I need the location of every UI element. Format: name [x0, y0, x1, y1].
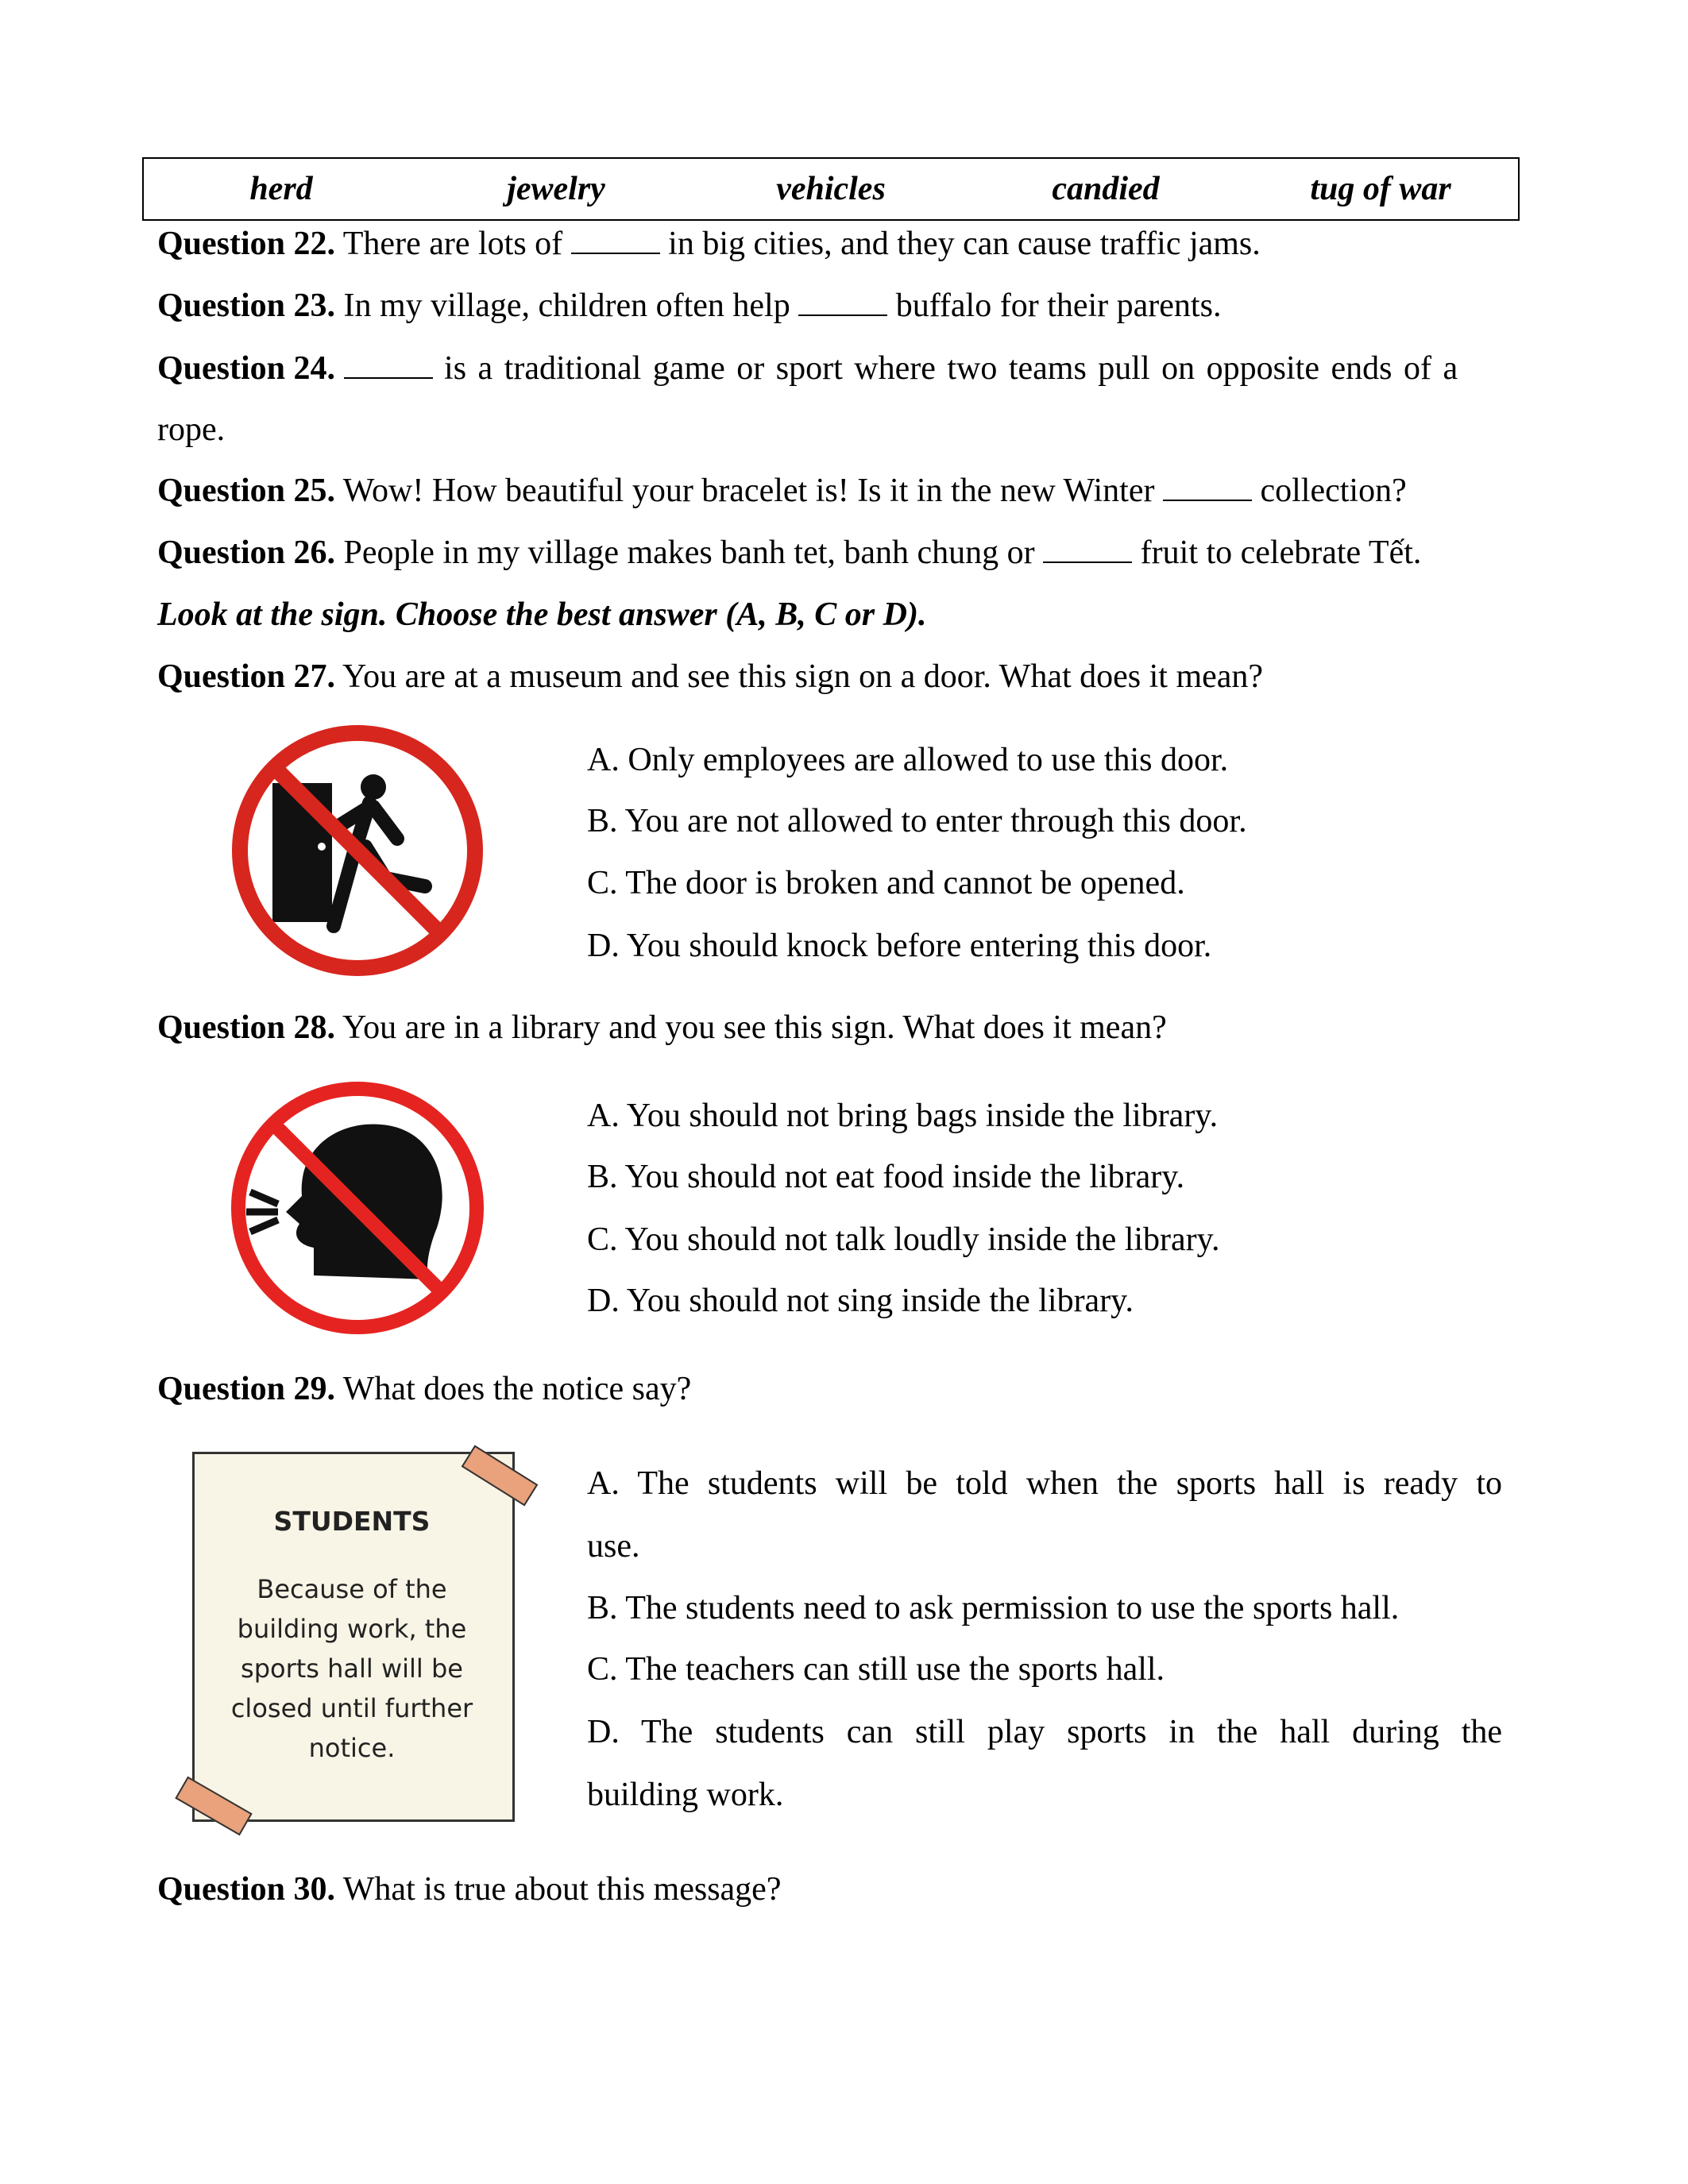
- q29-option-d-continued[interactable]: building work.: [587, 1777, 784, 1813]
- no-entry-door-sign-icon: [226, 720, 489, 982]
- question-25: Question 25. Wow! How beautiful your bracelet is! Is it in the new Winter collection?: [157, 473, 1407, 509]
- notice-title: STUDENTS: [273, 1506, 431, 1537]
- question-28: Question 28. You are in a library and you see this sign. What does it mean?: [157, 1009, 1167, 1046]
- q28-option-b[interactable]: B. You should not eat food inside the library.: [587, 1159, 1185, 1195]
- word-vehicles: vehicles: [776, 171, 886, 207]
- q27-option-c[interactable]: C. The door is broken and cannot be opened.: [587, 865, 1185, 901]
- notice-body: Because of the building work, the sports hall will be closed until further notice.: [230, 1574, 473, 1763]
- question-29: Question 29. What does the notice say?: [157, 1371, 692, 1407]
- word-herd: herd: [249, 171, 313, 207]
- q29-option-a-continued[interactable]: use.: [587, 1528, 640, 1565]
- answer-blank[interactable]: [1043, 534, 1132, 563]
- answer-blank[interactable]: [571, 226, 660, 254]
- q29-option-a[interactable]: A. The students will be told when the sports hall is ready to: [587, 1465, 1502, 1502]
- question-27: Question 27. You are at a museum and see this sign on a door. What does it mean?: [157, 658, 1264, 695]
- q29-option-c[interactable]: C. The teachers can still use the sports hall.: [587, 1651, 1165, 1688]
- word-jewelry: jewelry: [507, 171, 605, 207]
- answer-blank[interactable]: [798, 287, 887, 316]
- answer-blank[interactable]: [1163, 473, 1252, 501]
- q28-option-c[interactable]: C. You should not talk loudly inside the library.: [587, 1221, 1220, 1258]
- notice-image: [192, 1444, 512, 1823]
- q29-option-b[interactable]: B. The students need to ask permission to use the sports hall.: [587, 1590, 1400, 1626]
- no-loud-talking-sign-icon: [226, 1077, 489, 1339]
- word-candied: candied: [1052, 171, 1160, 207]
- q28-option-d[interactable]: D. You should not sing inside the library.: [587, 1283, 1134, 1319]
- answer-blank[interactable]: [344, 350, 433, 379]
- question-24: Question 24. is a traditional game or sport where two teams pull on opposite ends of a: [157, 350, 1458, 387]
- word-tug-of-war: tug of war: [1310, 171, 1451, 207]
- section-instruction: Look at the sign. Choose the best answer (A, B, C or D).: [157, 596, 927, 633]
- question-23: Question 23. In my village, children often help buffalo for their parents.: [157, 287, 1222, 324]
- question-22: Question 22. There are lots of in big cities, and they can cause traffic jams.: [157, 226, 1261, 262]
- word-bank: [142, 157, 1520, 221]
- q27-option-a[interactable]: A. Only employees are allowed to use this door.: [587, 742, 1229, 778]
- q28-option-a[interactable]: A. You should not bring bags inside the library.: [587, 1098, 1219, 1134]
- q27-option-b[interactable]: B. You are not allowed to enter through this door.: [587, 803, 1247, 839]
- question-26: Question 26. People in my village makes banh tet, banh chung or fruit to celebrate Tết.: [157, 534, 1422, 571]
- q27-option-d[interactable]: D. You should knock before entering this door.: [587, 928, 1212, 964]
- q29-option-d[interactable]: D. The students can still play sports in the hall during the: [587, 1714, 1502, 1750]
- question-24-continued: rope.: [157, 411, 226, 448]
- question-30: Question 30. What is true about this message?: [157, 1871, 782, 1908]
